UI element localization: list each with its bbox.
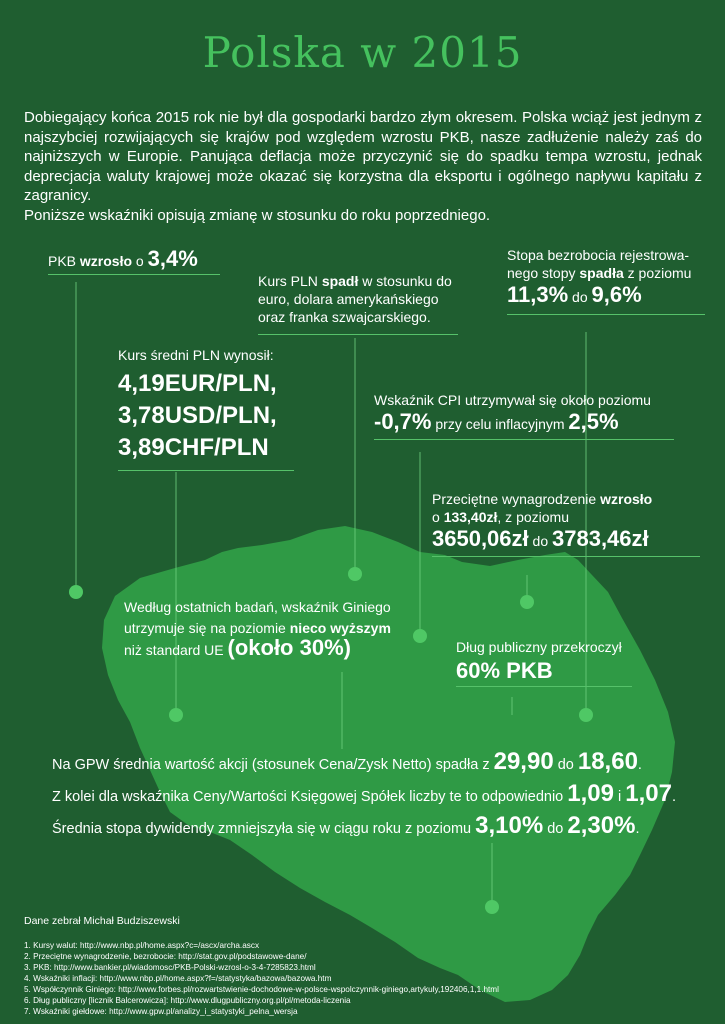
source-item: 4. Wskaźniki inflacji: http://www.nbp.pl/home.aspx?f=/statystyka/bazowa/bazowa.htm bbox=[24, 974, 332, 983]
pkb-box: PKB wzrosło o 3,4% bbox=[48, 250, 220, 275]
intro-note: Poniższe wskaźniki opisują zmianę w stosunku do roku poprzedniego. bbox=[24, 206, 491, 224]
source-item: 7. Wskaźniki giełdowe: http://www.gpw.pl/analizy_i_statystyki_pelna_wersja bbox=[24, 1007, 298, 1016]
debt-value: 60% PKB bbox=[456, 658, 553, 683]
stock-line-pe: Na GPW średnia wartość akcji (stosunek Cena/Zysk Netto) spadła z 29,90 do 18,60. bbox=[52, 748, 642, 775]
unemployment-to: 9,6% bbox=[591, 282, 642, 307]
pkb-value: 3,4% bbox=[147, 246, 198, 271]
cpi-box: Wskaźnik CPI utrzymywał się około poziomu -0,7% przy celu inflacyjnym 2,5% bbox=[374, 391, 674, 440]
intro-text bbox=[24, 108, 702, 225]
rate-chf: 3,89CHF/PLN bbox=[118, 434, 269, 461]
intro-paragraph: Dobiegający końca 2015 rok nie był dla gospodarki bardzo złym okresem. Polska wciąż jest jednym z najszybciej rozwijających się krajów pod względem wzrostu PKB, nasze zadłużenie należy zaś do najniższych w Europie. Panująca deflacja może przyczynić się do spadku tempa wzrostu, jednak deprecjacja waluty krajowej może okazać się korzystna dla eksportu i ogólnego napływu kapitału z zagranicy. bbox=[24, 109, 702, 204]
gini-value: (około 30%) bbox=[227, 635, 351, 660]
exchange-rate-box: Kurs średni PLN wynosił: 4,19EUR/PLN, 3,78USD/PLN, 3,89CHF/PLN bbox=[118, 346, 294, 471]
wage-box: Przeciętne wynagrodzenie wzrosło o 133,40zł, z poziomu 3650,06zł do 3783,46zł bbox=[432, 490, 700, 557]
cpi-value: -0,7% bbox=[374, 409, 432, 434]
source-item: 2. Przeciętne wynagrodzenie, bezrobocie: http://stat.gov.pl/podstawowe-dane/ bbox=[24, 952, 307, 961]
map-dot bbox=[69, 585, 83, 599]
map-dot bbox=[348, 567, 362, 581]
sources-list bbox=[24, 940, 499, 1017]
map-dot bbox=[485, 900, 499, 914]
map-dot bbox=[579, 708, 593, 722]
source-item: 3. PKB: http://www.bankier.pl/wiadomosc/PKB-Polski-wzrosl-o-3-4-7285823.html bbox=[24, 963, 316, 972]
unemployment-from: 11,3% bbox=[507, 282, 569, 307]
rate-usd: 3,78USD/PLN, bbox=[118, 402, 277, 429]
rate-eur: 4,19EUR/PLN, bbox=[118, 370, 277, 397]
unemployment-box: Stopa bezrobocia rejestrowa- nego stopy spadła z poziomu 11,3% do 9,6% bbox=[507, 246, 705, 315]
source-item: 1. Kursy walut: http://www.nbp.pl/home.aspx?c=/ascx/archa.ascx bbox=[24, 941, 260, 950]
gini-box: Według ostatnich badań, wskaźnik Giniego utrzymuje się na poziomie nieco wyższym niż standard UE (około 30%) bbox=[124, 599, 391, 660]
cpi-target: 2,5% bbox=[568, 409, 619, 434]
author-credit: Dane zebrał Michał Budziszewski bbox=[24, 915, 180, 927]
kurs-change-box: Kurs PLN spadł w stosunku do euro, dolara amerykańskiego oraz franka szwajcarskiego. bbox=[258, 272, 458, 335]
stock-line-pbv: Z kolei dla wskaźnika Ceny/Wartości Księgowej Spółek liczby te to odpowiednio 1,09 i 1,07. bbox=[52, 780, 677, 807]
stock-line-dividend: Średnia stopa dywidendy zmniejszyła się w ciągu roku z poziomu 3,10% do 2,30%. bbox=[52, 812, 640, 839]
map-dot bbox=[520, 595, 534, 609]
source-item: 6. Dług publiczny [licznik Balcerowicza]: http://www.dlugpubliczny.org.pl/pl/metoda-liczenia bbox=[24, 996, 351, 1005]
stock-market-box bbox=[52, 748, 712, 848]
map-dot bbox=[169, 708, 183, 722]
source-item: 5. Współczynnik Giniego: http://www.forbes.pl/rozwartstwienie-dochodowe-w-polsce-wspolczynnik-giniego,artykuly,192406,1,1.html bbox=[24, 985, 499, 994]
page-title: Polska w 2015 bbox=[202, 28, 523, 77]
debt-box: Dług publiczny przekroczył 60% PKB bbox=[456, 638, 632, 687]
wage-from: 3650,06zł bbox=[432, 526, 529, 551]
wage-to: 3783,46zł bbox=[552, 526, 649, 551]
